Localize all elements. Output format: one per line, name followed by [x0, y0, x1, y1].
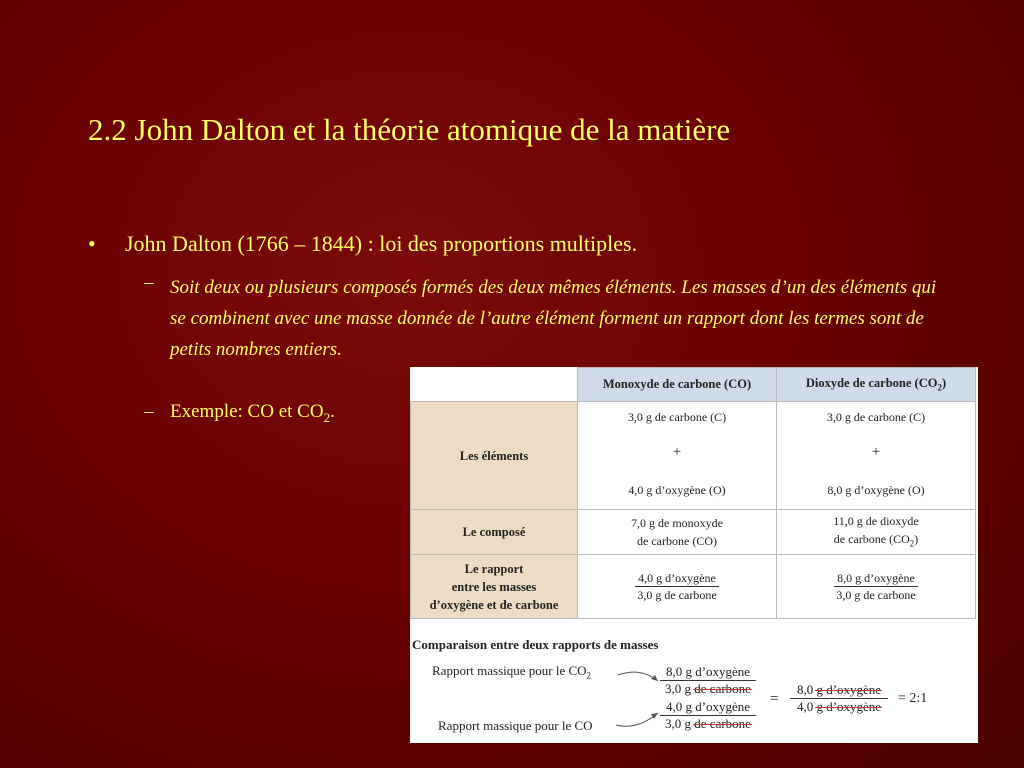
dalton-figure: [410, 367, 978, 743]
row-header-compose: Le composé: [411, 510, 578, 555]
fraction1-denominator: [665, 681, 751, 696]
header-co2-end: ): [941, 376, 947, 391]
fraction2-den-cancel: de carbone: [694, 716, 751, 731]
arrow-co2: [618, 672, 658, 681]
label-co2-text: Rapport massique pour le CO: [432, 663, 587, 678]
label-co-ratio: Rapport massique pour le CO: [438, 718, 593, 733]
header-co2-sub: 2: [937, 382, 942, 393]
ratio-header-line3: d’oxygène et de carbone: [429, 597, 559, 612]
example-end: .: [330, 401, 335, 422]
example-label: Exemple: CO et CO: [170, 401, 324, 422]
co2-compose-text: de carbone (CO: [833, 531, 910, 546]
result-fraction: [790, 682, 888, 715]
co2-oxygen: 8,0 g d’oxygène (O): [827, 483, 925, 497]
fraction1-num-unit: g d’oxygène: [685, 664, 751, 679]
co2-ratio-numerator: 8,0 g d’oxygène: [834, 570, 917, 587]
fraction2-den-g: g: [684, 716, 692, 731]
bullet-main-text: John Dalton (1766 – 1844) : loi des proportions multiples.: [125, 231, 638, 256]
slide-title: 2.2 John Dalton et la théorie atomique de la matière: [88, 112, 731, 147]
fraction3-den-value: 4,0: [796, 699, 814, 714]
fraction1-den-cancel: de carbone: [694, 681, 751, 696]
fraction3-den-cancel: g d’oxygène: [816, 699, 882, 714]
co-mass-fraction: [660, 699, 756, 732]
header-co: Monoxyde de carbone (CO): [578, 368, 777, 402]
co2-compose-line1: 11,0 g de dioxyde: [833, 513, 919, 528]
co2-plus: +: [871, 444, 881, 460]
fraction1-den-value: 3,0: [665, 681, 682, 696]
co2-carbon: 3,0 g de carbone (C): [826, 410, 926, 424]
fraction2-numerator: [660, 699, 756, 716]
dash-marker-1: –: [144, 272, 154, 293]
ratio-result: = 2:1: [898, 691, 928, 706]
co-compose-line2: de carbone (CO): [637, 534, 717, 548]
fraction2-num-unit: g d’oxygène: [685, 699, 751, 714]
co2-mass-fraction: [660, 664, 756, 697]
definition-text: Soit deux ou plusieurs composés formés des deux mêmes éléments. Les masses d’un des éléments qui se combinent avec une masse donnée de l’autre élément forment un rapport dont les termes sont de petits nombres entiers.: [170, 277, 937, 360]
co2-ratio-denominator: 3,0 g de carbone: [836, 588, 916, 602]
example-text: [170, 401, 335, 426]
co2-compose-end: ): [914, 531, 919, 546]
fraction1-den-g: g: [684, 681, 692, 696]
example-subscript: 2: [323, 409, 331, 425]
fraction2-den-value: 3,0: [665, 716, 682, 731]
fraction2-denominator: [665, 716, 751, 731]
equals-sign: =: [770, 691, 779, 707]
header-co2-text: Dioxyde de carbone (CO: [805, 376, 938, 391]
row-header-elements: Les éléments: [411, 402, 578, 510]
fraction2-num-value: 4,0: [665, 699, 683, 714]
fraction3-num-cancel: g d’oxygène: [816, 682, 882, 697]
fraction1-numerator: [660, 664, 756, 681]
co-ratio-numerator: 4,0 g d’oxygène: [635, 570, 718, 587]
co-compose-line1: 7,0 g de monoxyde: [631, 516, 723, 530]
co-carbon: 3,0 g de carbone (C): [627, 410, 727, 424]
co-plus: +: [672, 444, 682, 460]
arrow-co2-head: [651, 675, 658, 681]
ratio-header-line2: entre les masses: [451, 579, 537, 594]
co-ratio-denominator: 3,0 g de carbone: [637, 588, 717, 602]
fraction3-num-value: 8,0: [796, 682, 814, 697]
fraction3-denominator: [797, 699, 881, 714]
arrow-co-head: [651, 713, 658, 719]
dash-marker-2: –: [144, 401, 154, 422]
co-oxygen: 4,0 g d’oxygène (O): [628, 483, 726, 497]
label-co2-sub: 2: [586, 670, 592, 681]
fraction3-numerator: [790, 682, 888, 699]
bullet-marker: •: [88, 231, 96, 256]
co2-compose-sub: 2: [909, 538, 915, 549]
comparison-title: Comparaison entre deux rapports de masses: [412, 637, 659, 652]
ratio-header-line1: Le rapport: [464, 561, 524, 576]
fraction1-num-value: 8,0: [665, 664, 683, 679]
